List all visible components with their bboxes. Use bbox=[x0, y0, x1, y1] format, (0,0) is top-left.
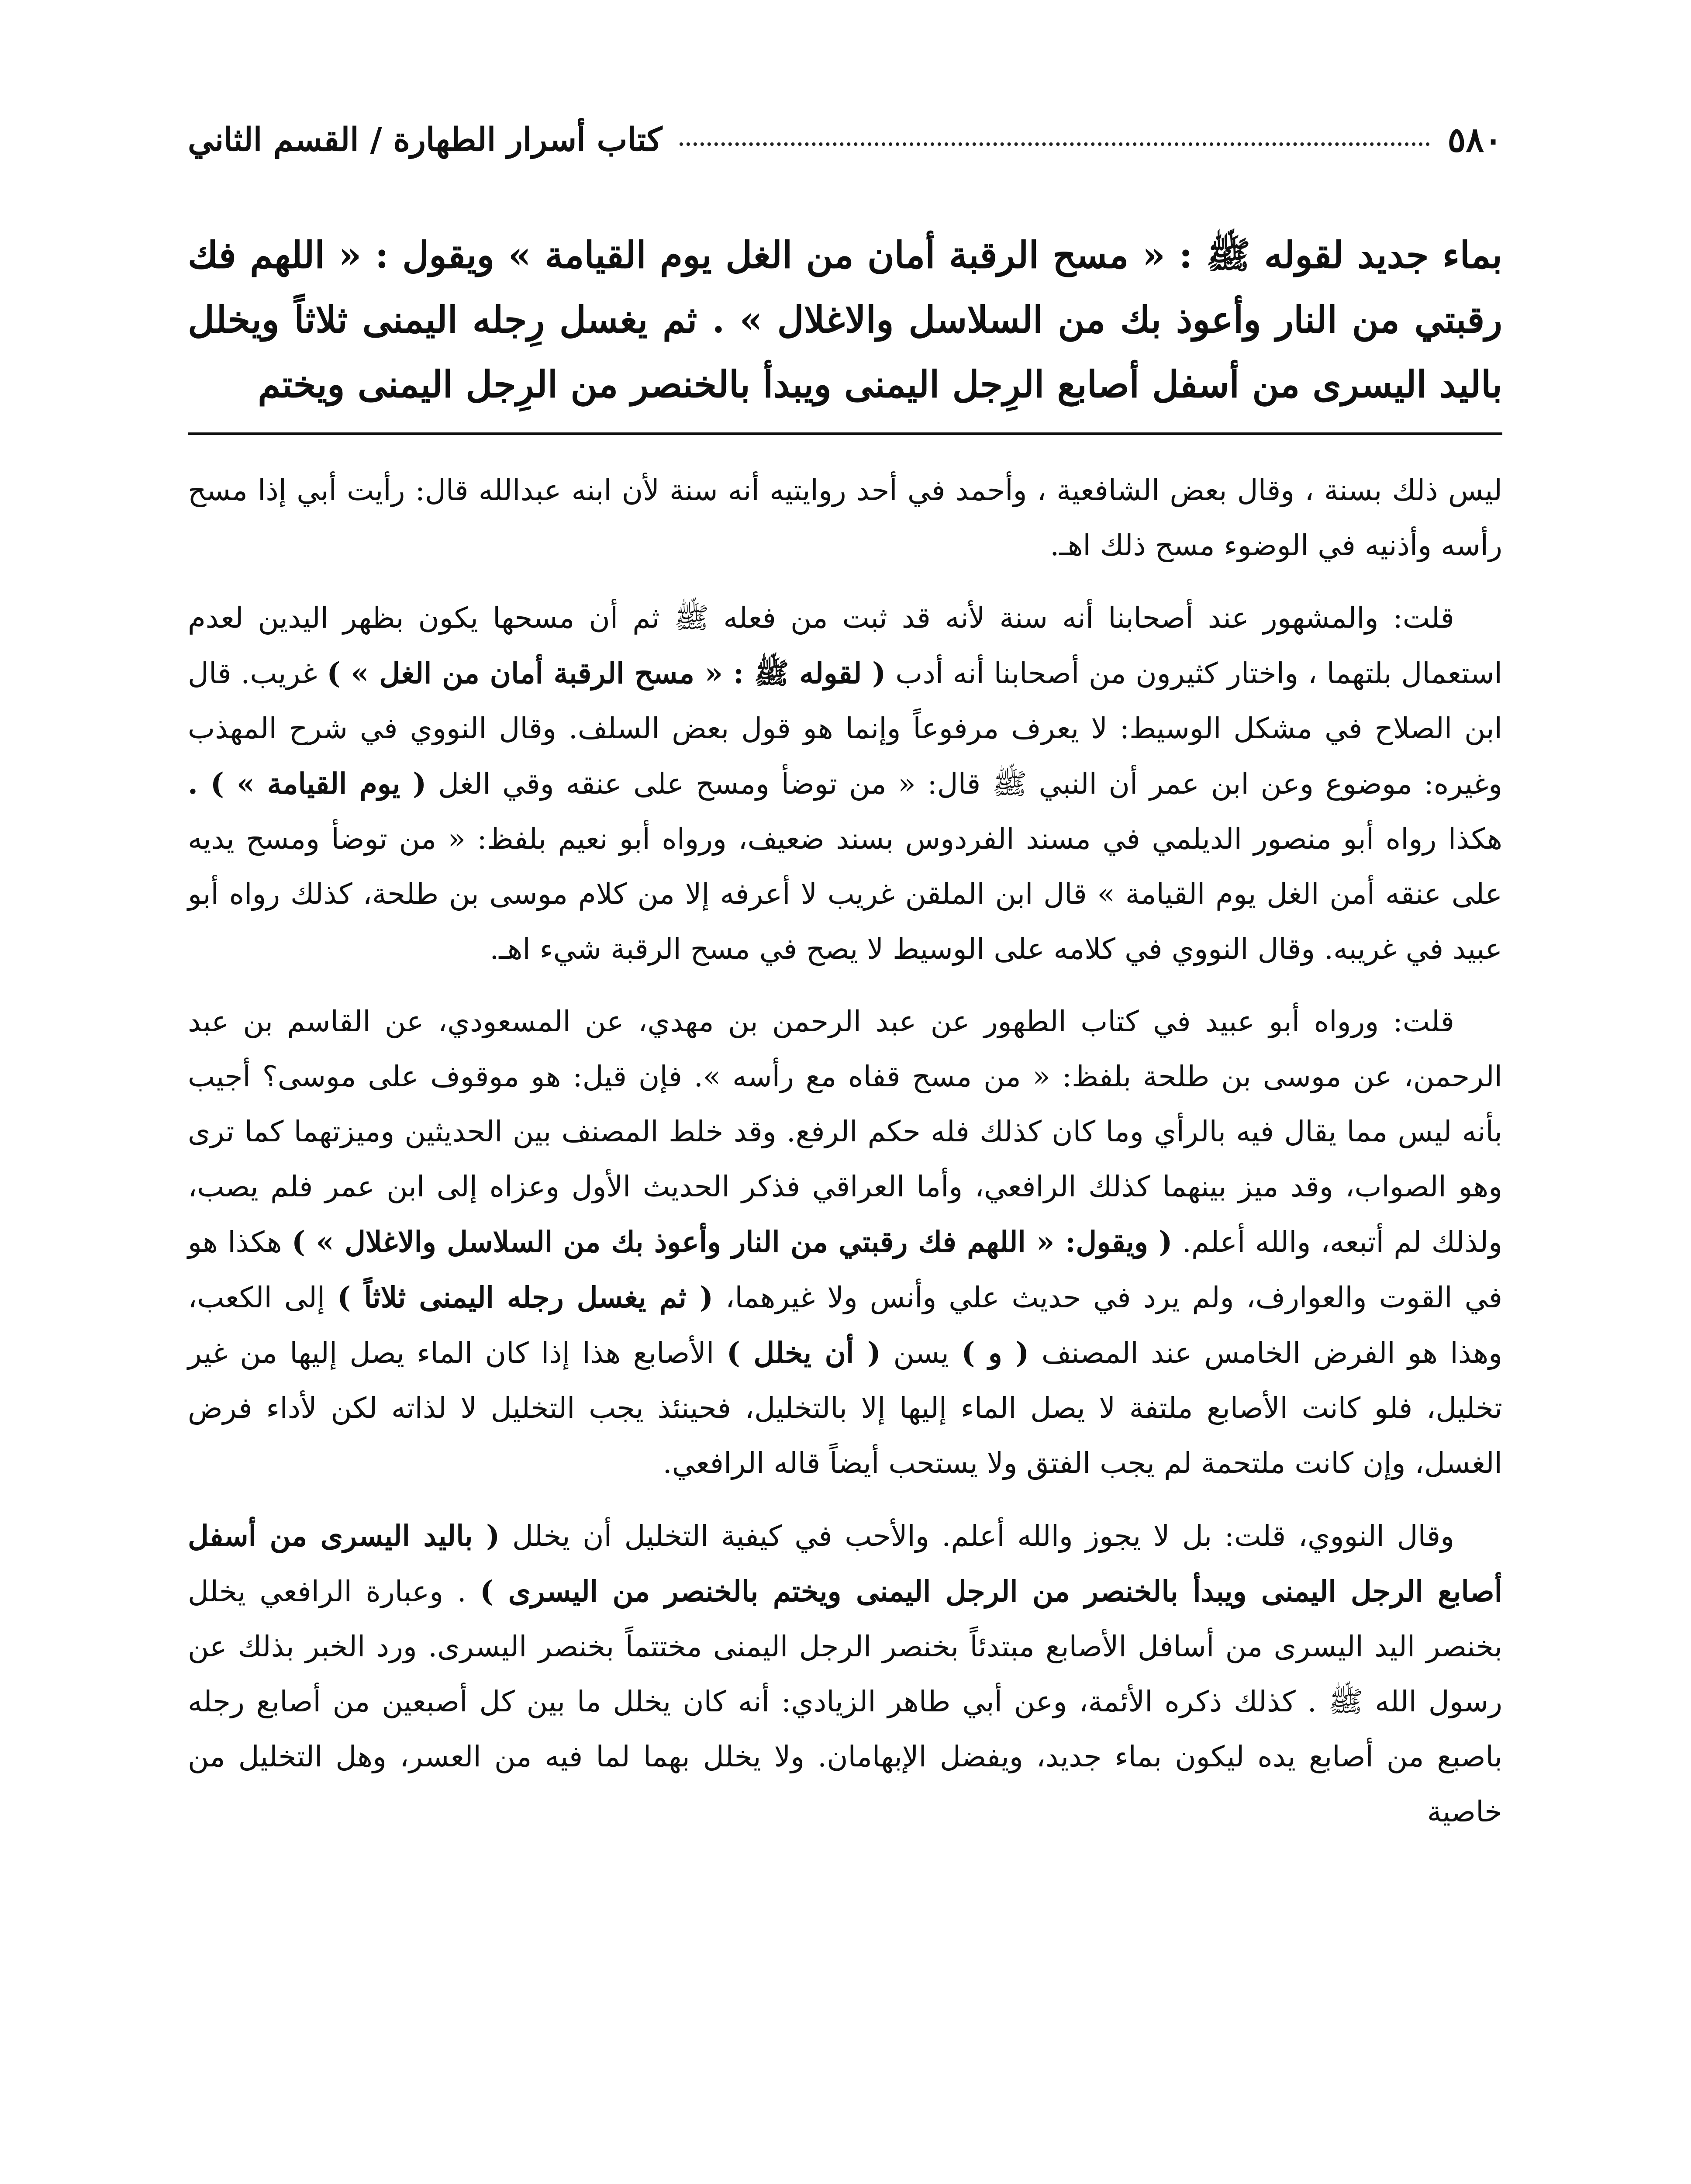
quoted-matn: ( يوم القيامة » ) . bbox=[188, 767, 427, 801]
commentary-text: يسن bbox=[893, 1336, 949, 1370]
commentary-text: غريب. قال ابن الصلاح في مشكل الوسيط: لا يعرف مرفوعاً وإنما هو قول بعض السلف. وقال النووي في شرح المهذب وغيره: موضوع وعن ابن عمر أن النبي ﷺ قال: « من توضأ ومسح على عنقه وقي الغل bbox=[188, 657, 1503, 801]
commentary-text: قلت: والمشهور عند أصحابنا أنه سنة لأنه قد ثبت من فعله ﷺ ثم أن مسحها يكون بظهر اليدين لعدم استعمال بلتهما ، واختار كثيرون من أصحابنا أنه أدب bbox=[188, 601, 1502, 690]
book-page bbox=[188, 109, 1502, 2184]
commentary-text: إلى الكعب، وهذا هو الفرض الخامس عند المصنف bbox=[188, 1281, 1503, 1370]
book-title: كتاب أسرار الطهارة / القسم الثاني bbox=[188, 121, 663, 159]
commentary-text: هكذا رواه أبو منصور الديلمي في مسند الفردوس بسند ضعيف، ورواه أبو نعيم بلفظ: « من توضأ ومسح يديه على عنقه أمن الغل يوم القيامة » قال ابن الملقن غريب لا أعرفه إلا من كلام موسى بن طلحة، كذلك رواه أبو عبيد في غريبه. وقال النووي في كلامه على الوسيط لا يصح في مسح الرقبة شيء اهـ. bbox=[188, 822, 1502, 966]
main-text bbox=[188, 223, 1502, 417]
commentary-text: قلت: ورواه أبو عبيد في كتاب الطهور عن عبد الرحمن بن مهدي، عن المسعودي، عن القاسم بن عبد الرحمن، عن موسى بن طلحة بلفظ: « من مسح قفاه مع رأسه ». فإن قيل: هو موقوف على موسى؟ أجيب بأنه ليس مما يقال فيه بالرأي وما كان كذلك فله حكم الرفع. وقد خلط المصنف بين الحديثين وميزتهما كما ترى وهو الصواب، وقد ميز بينهما كذلك الرافعي، وأما العراقي فذكر الحديث الأول وعزاه إلى ابن عمر فلم يصب، ولذلك لم أتبعه، والله أعلم. bbox=[188, 1005, 1502, 1259]
main-text-paragraph: بماء جديد لقوله ﷺ : « مسح الرقبة أمان من الغل يوم القيامة » ويقول : « اللهم فك رقبتي من النار وأعوذ بك من السلاسل والاغلال » . ثم يغسل رِجله اليمنى ثلاثاً ويخلل باليد اليسرى من أسفل أصابع الرِجل اليمنى ويبدأ بالخنصر من الرِجل اليمنى ويختم bbox=[188, 233, 1502, 406]
quoted-matn: ( و ) bbox=[961, 1336, 1029, 1370]
running-header bbox=[188, 109, 1502, 170]
commentary-paragraph-2 bbox=[188, 591, 1502, 977]
commentary-paragraph-4 bbox=[188, 1508, 1502, 1839]
quoted-matn: ( أن يخلل ) bbox=[726, 1336, 881, 1370]
header-dot-leader bbox=[680, 129, 1430, 146]
footnote-separator bbox=[188, 432, 1502, 435]
commentary-paragraph-1: ليس ذلك بسنة ، وقال بعض الشافعية ، وأحمد في أحد روايتيه أنه سنة لأن ابنه عبدالله قال: رأيت أبي إذا مسح رأسه وأذنيه في الوضوء مسح ذلك اهـ. bbox=[188, 473, 1502, 562]
quoted-matn: ( لقوله ﷺ : « مسح الرقبة أمان من الغل » ) bbox=[327, 656, 886, 690]
commentary-paragraph-3 bbox=[188, 994, 1502, 1491]
page-number: ٥٨٠ bbox=[1447, 120, 1502, 160]
quoted-matn: ( ويقول: « اللهم فك رقبتي من النار وأعوذ بك من السلاسل والاغلال » ) bbox=[291, 1225, 1173, 1259]
commentary bbox=[188, 463, 1502, 1839]
quoted-matn: ( ثم يغسل رجله اليمنى ثلاثاً ) bbox=[337, 1280, 714, 1314]
commentary-text: . وعبارة الرافعي يخلل بخنصر اليد اليسرى من أسافل الأصابع مبتدئاً بخنصر الرجل اليمنى مختتماً بخنصر اليسرى. ورد الخبر بذلك عن رسول الله ﷺ . كذلك ذكره الأئمة، وعن أبي طاهر الزيادي: أنه كان يخلل ما بين كل أصبعين من أصابع رجله باصبع من أصابع يده ليكون بماء جديد، ويفضل الإبهامان. ولا يخلل بهما لما فيه من العسر، وهل التخليل من خاصية bbox=[188, 1575, 1502, 1828]
commentary-text: وقال النووي، قلت: بل لا يجوز والله أعلم. والأحب في كيفية التخليل أن يخلل bbox=[512, 1519, 1455, 1553]
commentary-text: الأصابع هذا إذا كان الماء يصل إليها من غير تخليل، فلو كانت الأصابع ملتفة لا يصل الماء إليها إلا بالتخليل، فحينئذ يجب التخليل لا لذاته لكن لأداء فرض الغسل، وإن كانت ملتحمة لم يجب الفتق ولا يستحب أيضاً قاله الرافعي. bbox=[188, 1336, 1502, 1480]
quoted-matn: ( باليد اليسرى من أسفل أصابع الرجل اليمنى ويبدأ بالخنصر من الرجل اليمنى ويختم بالخنصر من اليسرى ) bbox=[188, 1519, 1502, 1608]
commentary-text: هكذا هو في القوت والعوارف، ولم يرد في حديث علي وأنس ولا غيرهما، bbox=[188, 1225, 1503, 1314]
